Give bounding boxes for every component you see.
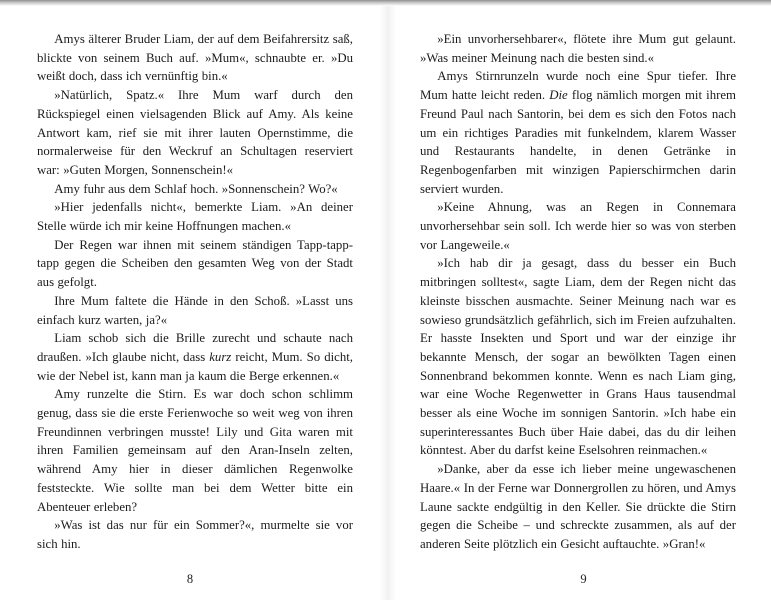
page-right: [396, 0, 771, 600]
paragraph: »Danke, aber da esse ich lieber meine ungewaschenen Haare.« In der Ferne war Donnergrollen zu hören, und Amys Laune sackte endgültig in den Keller. Sie drückte die Stirn gegen die Scheibe – und schreckte zusammen, als auf der anderen Seite plötzlich ein Gesicht auftauchte. »Gran!«: [420, 462, 736, 551]
page-number: 8: [186, 572, 194, 586]
page-gutter: [380, 0, 396, 600]
scan-edge: [0, 0, 771, 6]
paragraph: »Keine Ahnung, was an Regen in Connemara unvorhersehbar sein soll. Ich werde hier so was von sterben vor Langeweile.«: [420, 200, 736, 252]
paragraph: Amys älterer Bruder Liam, der auf dem Beifahrersitz saß, blickte von seinem Buch auf. »Mum«, schnaubte er. »Du weißt doch, dass ich vernünftig bin.«: [37, 32, 353, 84]
paragraph: Amy fuhr aus dem Schlaf hoch. »Sonnenschein? Wo?«: [54, 181, 338, 196]
paragraph: »Ich hab dir ja gesagt, dass du besser ein Buch mitbringen solltest«, sagte Liam, dem der Regen nicht das kleinste bisschen ausmachte. Seiner Meinung nach war es sowieso grundsätzlich gefährlich, sich im Freien aufzuhalten. Er hasste Insekten und Sport und war der einzige ihr bekannte Mensch, der sogar an bewölkten Tagen einen Sonnenbrand bekommen konnte. Wenn es nach Liam ging, war eine Woche Regenwetter in Grans Haus tausendmal besser als eine Woche im sonnigen Santorin. »Ich habe ein superinteressantes Buch über Haie dabei, das du dir leihen könntest. Aber du darfst keine Eselsohren reinmachen.«: [420, 256, 736, 458]
paragraph: »Hier jedenfalls nicht«, bemerkte Liam. »An deiner Stelle würde ich mir keine Hoffnungen machen.«: [37, 200, 353, 234]
paragraph: »Was ist das nur für ein Sommer?«, murmelte sie vor sich hin.: [37, 518, 353, 551]
paragraph: Liam schob sich die Brille zurecht und schaute nach draußen. »Ich glaube nicht, dass kurz reicht, Mum. So dicht, wie der Nebel ist, kann man ja kaum die Berge erkennen.«: [37, 331, 353, 383]
text-block: [420, 30, 736, 554]
page-left: [0, 0, 380, 600]
paragraph: Amy runzelte die Stirn. Es war doch schon schlimm genug, dass sie die erste Ferienwoche so weit weg von ihren Freundinnen verbringen musste! Lily und Gita waren mit ihren Familien gemeinsam auf den Aran-Inseln zelten, während Amy hier in dieser dämlichen Regenwolke feststeckte. Wie sollte man bei dem Wetter bitte ein Abenteuer erleben?: [37, 387, 353, 514]
paragraph: Amys Stirnrunzeln wurde noch eine Spur tiefer. Ihre Mum hatte leicht reden. Die flog nämlich morgen mit ihrem Freund Paul nach Santorin, bei dem es sich den Fotos nach um ein richtiges Paradies mit funkelndem, klarem Wasser und Restaurants handelte, in denen Getränke in Regenbogenfarben mit winzigen Papierschirmchen darin serviert wurden.: [420, 69, 736, 196]
page-number: 9: [580, 572, 587, 586]
text-block: [37, 30, 353, 554]
paragraph: »Ein unvorhersehbarer«, flötete ihre Mum gut gelaunt. »Was meiner Meinung nach die besten sind.«: [420, 32, 736, 65]
paragraph: Ihre Mum faltete die Hände in den Schoß. »Lasst uns einfach kurz warten, ja?«: [37, 293, 353, 327]
paragraph: »Natürlich, Spatz.« Ihre Mum warf durch den Rückspiegel einen vielsagenden Blick auf Amy. Als keine Antwort kam, rief sie mit ihrer lauten Opernstimme, die normalerweise für den Weckruf an Schultagen reserviert war: »Guten Morgen, Sonnenschein!«: [37, 88, 353, 177]
paragraph: Der Regen war ihnen mit seinem ständigen Tapp-tapp-tapp gegen die Scheiben den gesamten Weg von der Stadt aus gefolgt.: [37, 237, 353, 290]
